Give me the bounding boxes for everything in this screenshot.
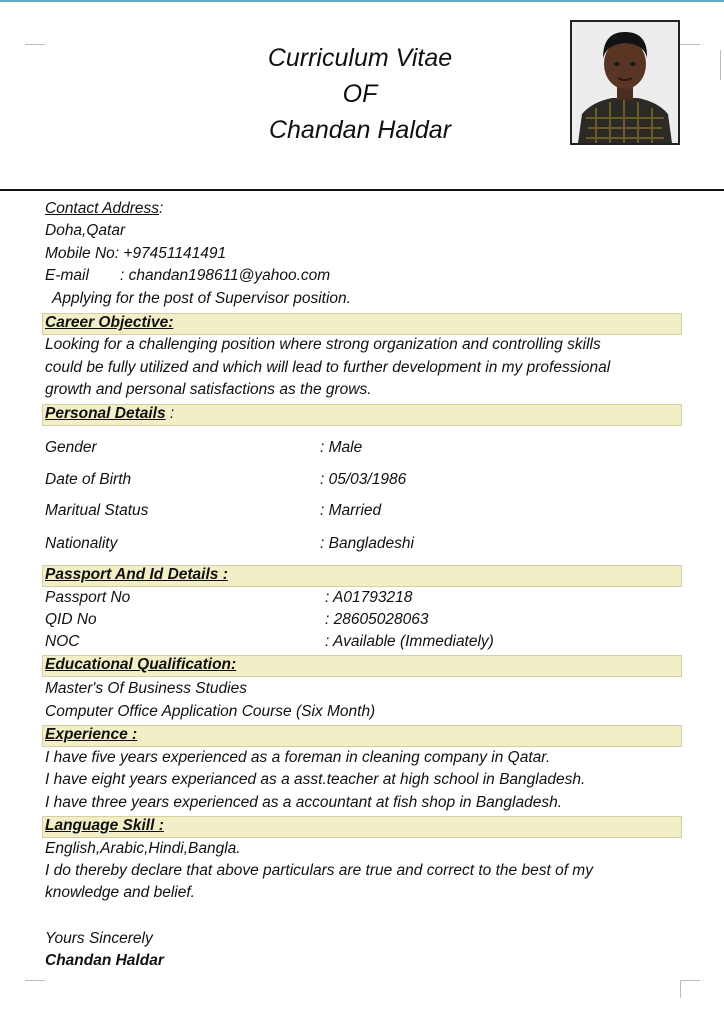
passport-label: QID No (45, 611, 97, 628)
cv-title-line1: Curriculum Vitae (267, 44, 453, 72)
contact-heading-text: Contact Address (45, 200, 160, 217)
personal-heading-text: Personal Details (45, 405, 166, 422)
education-heading-text: Educational Qualification: (45, 656, 237, 673)
education-item: Computer Office Application Course (Six Month) (45, 703, 376, 720)
contact-email-value: : chandan198611@yahoo.com (120, 267, 331, 284)
personal-value: : Married (320, 502, 382, 519)
person-photo-icon (572, 22, 678, 143)
crop-mark (680, 980, 681, 998)
declaration-line-1: I do thereby declare that above particulars are true and correct to the best of my (45, 862, 593, 879)
career-line-2: could be fully utilized and which will lead to further development in my professional (45, 359, 611, 376)
passport-label: Passport No (45, 589, 131, 606)
crop-mark (25, 980, 45, 981)
personal-label: Nationality (45, 535, 118, 552)
header-divider (0, 189, 724, 191)
personal-heading (45, 405, 174, 423)
experience-heading-band (42, 725, 682, 747)
language-skills: English,Arabic,Hindi,Bangla. (45, 840, 241, 857)
closing-salutation: Yours Sincerely (45, 930, 153, 947)
career-line-1: Looking for a challenging position where strong organization and controlling skills (45, 336, 601, 353)
personal-label: Date of Birth (45, 471, 132, 488)
personal-value: : 05/03/1986 (320, 471, 407, 488)
contact-heading (45, 200, 163, 218)
personal-label: Gender (45, 439, 97, 456)
personal-heading-suffix: : (165, 405, 175, 422)
passport-value: : 28605028063 (325, 611, 429, 628)
career-line-3: growth and personal satisfactions as the grows. (45, 381, 372, 398)
experience-item: I have eight years experianced as a asst.teacher at high school in Bangladesh. (45, 771, 586, 788)
experience-heading-text: Experience : (45, 726, 138, 743)
career-heading-text: Career Objective: (45, 314, 174, 331)
passport-label: NOC (45, 633, 80, 650)
signature-name: Chandan Haldar (45, 952, 164, 969)
career-heading (45, 314, 173, 332)
crop-mark (25, 44, 45, 45)
education-heading (45, 656, 236, 674)
declaration-line-2: knowledge and belief. (45, 884, 195, 901)
crop-mark (720, 50, 721, 80)
profile-photo (570, 20, 680, 145)
experience-heading (45, 726, 137, 744)
crop-mark (680, 44, 700, 45)
contact-heading-suffix: : (159, 200, 164, 217)
cv-title-line2: OF (342, 80, 378, 108)
education-item: Master's Of Business Studies (45, 680, 247, 697)
contact-mobile: Mobile No: +97451141491 (45, 245, 227, 262)
experience-item: I have three years experienced as a accountant at fish shop in Bangladesh. (45, 794, 563, 811)
contact-city: Doha,Qatar (45, 222, 126, 239)
passport-heading (45, 566, 228, 584)
passport-value: : A01793218 (325, 589, 413, 606)
language-heading-text: Language Skill : (45, 817, 164, 834)
passport-value: : Available (Immediately) (325, 633, 494, 650)
personal-label: Maritual Status (45, 502, 149, 519)
cv-title-line3: Chandan Haldar (268, 116, 452, 144)
personal-value: : Male (320, 439, 363, 456)
personal-value: : Bangladeshi (320, 535, 414, 552)
language-heading (45, 817, 164, 835)
passport-heading-text: Passport And Id Details : (45, 566, 228, 583)
contact-applying: Applying for the post of Supervisor position. (52, 290, 351, 307)
crop-mark (680, 980, 700, 981)
contact-email-label: E-mail (45, 267, 89, 284)
experience-item: I have five years experienced as a foreman in cleaning company in Qatar. (45, 749, 551, 766)
